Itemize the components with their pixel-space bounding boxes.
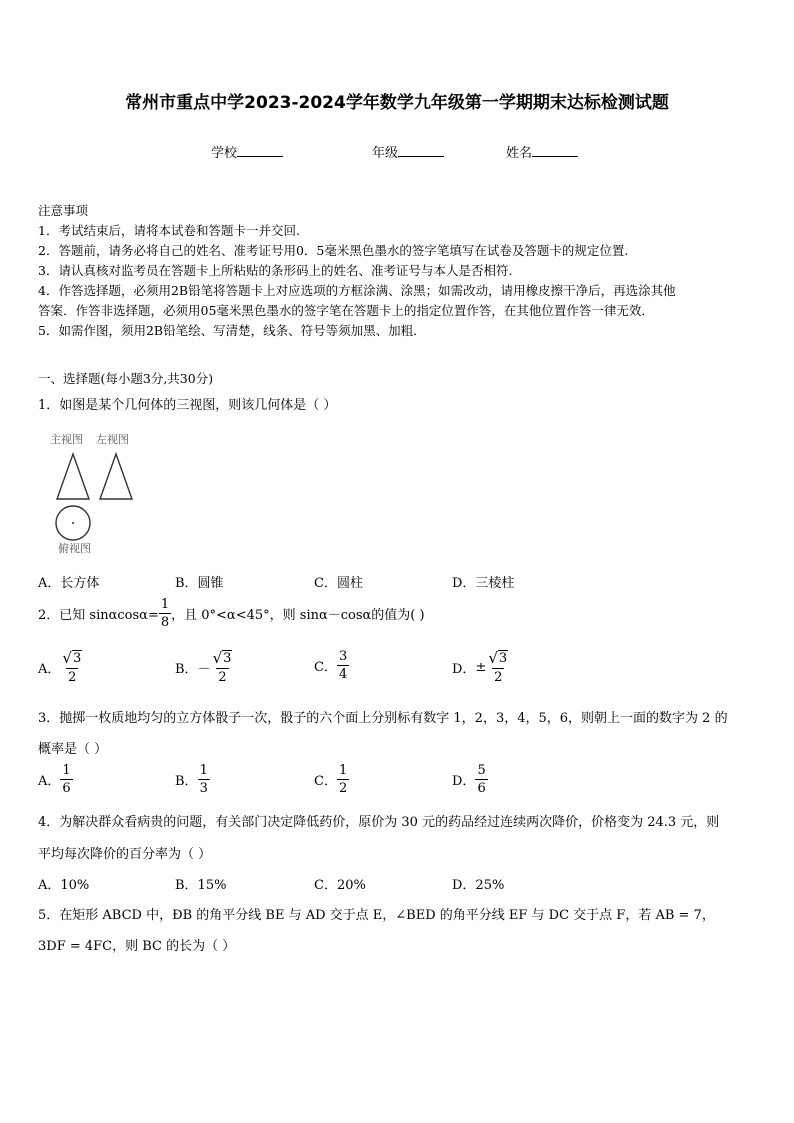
question-4-option-b[interactable]: B．15% — [175, 878, 227, 893]
option-fraction — [337, 650, 349, 681]
fraction-numerator: √ 3 — [62, 649, 82, 667]
option-label: D． — [452, 774, 476, 789]
fraction-numerator: 1 — [199, 763, 208, 778]
question-1-option-c[interactable]: C．圆柱 — [314, 576, 363, 591]
option-fraction — [60, 764, 72, 795]
notice-item: 3．请认真核对监考员在答题卡上所粘贴的条形码上的姓名、准考证号与本人是否相符. — [38, 263, 513, 278]
top-view-label: 俯视图 — [58, 542, 91, 555]
option-label: C． — [314, 660, 337, 675]
option-fraction — [475, 764, 487, 795]
question-2-option-d[interactable] — [452, 650, 510, 684]
question-3-option-d[interactable] — [452, 764, 488, 795]
question-4-stem-line1: 4．为解决群众看病贵的问题，有关部门决定降低药价，原价为 30 元的药品经过连续两次降价，价格变为 24.3 元，则 — [38, 815, 720, 830]
name-field[interactable] — [506, 142, 578, 161]
fraction-numerator: 1 — [62, 763, 71, 778]
school-blank[interactable] — [237, 143, 283, 157]
option-sign: ± — [475, 659, 487, 675]
fraction-denominator: 8 — [160, 615, 170, 630]
fraction-denominator: 4 — [338, 667, 348, 682]
fraction-numerator: √ 3 — [212, 649, 232, 667]
fraction-numerator: 1 — [338, 763, 348, 778]
left-view-triangle — [100, 454, 132, 499]
notice-item: 1．考试结束后，请将本试卷和答题卡一并交回. — [38, 223, 300, 238]
fraction-numerator: 1 — [160, 597, 170, 612]
question-1-option-a[interactable]: A．长方体 — [38, 576, 100, 591]
option-label: B． — [175, 774, 198, 789]
fraction-denominator: 2 — [338, 781, 348, 796]
question-1-option-b[interactable]: B．圆锥 — [175, 576, 224, 591]
grade-field[interactable] — [372, 142, 444, 161]
fraction-denominator: 6 — [62, 781, 71, 796]
question-3-stem-line1: 3．抛掷一枚质地均匀的立方体骰子一次，骰子的六个面上分别标有数字 1，2，3，4，5，6，则朝上一面的数字为 2 的 — [38, 711, 728, 726]
radicand: 3 — [498, 651, 508, 666]
question-4-option-c[interactable]: C．20% — [314, 878, 366, 893]
option-fraction — [337, 764, 349, 795]
fraction-numerator: 3 — [338, 649, 348, 664]
fraction-numerator: 5 — [477, 763, 486, 778]
question-4-stem-line2: 平均每次降价的百分率为（ ） — [38, 847, 212, 862]
school-field[interactable] — [211, 142, 283, 161]
question-3-option-b[interactable] — [175, 764, 210, 795]
option-fraction — [198, 764, 210, 795]
option-label: A． — [38, 661, 61, 677]
option-fraction — [60, 650, 84, 684]
question-3-option-c[interactable] — [314, 764, 349, 795]
notice-block — [38, 201, 676, 341]
fraction-denominator: 2 — [68, 670, 77, 685]
option-label: C． — [314, 774, 337, 789]
notice-item: 答案．作答非选择题，必须用05毫米黑色墨水的签字笔在答题卡上的指定位置作答，在其他位置作答一律无效． — [38, 303, 654, 318]
name-label: 姓名 — [506, 146, 533, 161]
front-view-triangle — [57, 454, 89, 499]
question-4-option-a[interactable]: A．10% — [38, 878, 90, 893]
left-view-label: 左视图 — [96, 433, 129, 446]
question-4-option-d[interactable]: D．25% — [452, 878, 505, 893]
section-heading: 一、选择题(每小题3分,共30分) — [38, 371, 214, 386]
option-fraction — [486, 650, 510, 684]
school-label: 学校 — [211, 146, 238, 161]
option-sign: － — [197, 661, 211, 677]
question-5-stem-line1: 5．在矩形 ABCD 中，ÐB 的角平分线 BE 与 AD 交于点 E，∠BED 的角平分线 EF 与 DC 交于点 F，若 AB = 7， — [38, 908, 715, 923]
three-view-figure — [44, 428, 144, 558]
page-title: 常州市重点中学2023-2024学年数学九年级第一学期期末达标检测试题 — [125, 93, 669, 113]
question-2-option-c[interactable] — [314, 650, 349, 681]
question-2-stem-post: ，且 0°<α<45°，则 sinα－cosα的值为( ) — [171, 608, 425, 623]
front-view-label: 主视图 — [50, 433, 83, 446]
top-view-center-dot — [72, 522, 74, 524]
option-fraction — [211, 650, 235, 684]
question-1-option-d[interactable]: D．三棱柱 — [452, 576, 515, 591]
question-2-stem — [38, 598, 425, 629]
grade-label: 年级 — [372, 146, 399, 161]
radicand: 3 — [223, 651, 232, 666]
question-3-stem-line2: 概率是（ ） — [38, 742, 108, 757]
grade-blank[interactable] — [398, 143, 444, 157]
option-label: A． — [38, 774, 61, 789]
question-1-stem: 1．如图是某个几何体的三视图，则该几何体是（ ） — [38, 398, 337, 413]
fraction-denominator: 2 — [494, 670, 503, 685]
question-2-option-a[interactable] — [38, 650, 84, 684]
radicand: 3 — [72, 651, 82, 666]
question-2-stem-pre: 2．已知 sinαcosα= — [38, 608, 159, 623]
fraction-denominator: 6 — [477, 781, 486, 796]
notice-heading: 注意事项 — [38, 203, 89, 218]
notice-item: 5．如需作图，须用2B铅笔绘、写清楚，线条、符号等须加黑、加粗． — [38, 323, 426, 338]
question-2-option-b[interactable] — [175, 650, 234, 684]
question-2-fraction — [159, 598, 171, 629]
fraction-denominator: 3 — [199, 781, 208, 796]
notice-item: 4．作答选择题，必须用2B铅笔将答题卡上对应选项的方框涂满、涂黑；如需改动，请用橡皮擦干净后，再选涂其他 — [38, 283, 676, 298]
notice-item: 2．答题前，请务必将自己的姓名、准考证号用0．5毫米黑色墨水的签字笔填写在试卷及答题卡的规定位置. — [38, 243, 629, 258]
fraction-denominator: 2 — [218, 670, 227, 685]
question-5-stem-line2: 3DF = 4FC，则 BC 的长为（ ） — [38, 939, 236, 954]
option-label: D． — [452, 661, 476, 677]
option-label: B． — [175, 661, 198, 677]
question-3-option-a[interactable] — [38, 764, 73, 795]
name-blank[interactable] — [532, 143, 578, 157]
fraction-numerator: √ 3 — [488, 649, 508, 667]
